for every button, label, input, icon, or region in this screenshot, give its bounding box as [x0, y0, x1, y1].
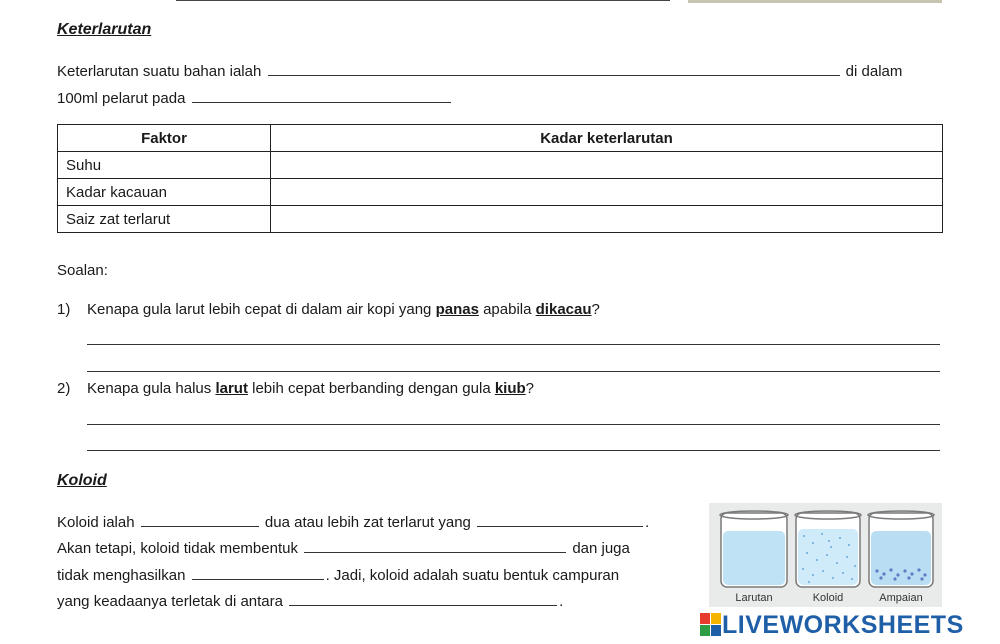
- label-koloid: Koloid: [812, 592, 844, 604]
- table-header-row: [58, 125, 943, 152]
- answer-blank[interactable]: [268, 61, 840, 76]
- question-text: apabila: [478, 301, 536, 318]
- definition-text: Keterlarutan suatu bahan ialah: [57, 63, 262, 80]
- table-row: [58, 152, 943, 179]
- definition-text-2: 100ml pelarut pada: [57, 90, 186, 107]
- solubility-table: [57, 124, 943, 233]
- question-text: Kenapa gula larut lebih cepat di dalam air kopi yang: [87, 301, 436, 318]
- koloid-text: tidak menghasilkan: [57, 567, 186, 584]
- section-heading-koloid: Koloid: [57, 472, 107, 489]
- koloid-text: dan juga: [572, 540, 630, 557]
- answer-blank[interactable]: [141, 512, 259, 527]
- lw-logo-icon: [700, 612, 722, 638]
- answer-line[interactable]: [87, 371, 940, 372]
- keyword: dikacau: [535, 301, 592, 318]
- row-label: Kadar kacauan: [58, 179, 271, 206]
- beaker-ampaian: [868, 511, 934, 587]
- koloid-text: .: [645, 514, 650, 531]
- koloid-line-2: [57, 538, 630, 557]
- label-larutan: Larutan: [735, 592, 773, 604]
- answer-blank[interactable]: [289, 591, 557, 606]
- label-ampaian: Ampaian: [879, 592, 923, 604]
- keyword: kiub: [494, 380, 526, 397]
- beaker-koloid: [795, 511, 861, 587]
- answer-blank[interactable]: [192, 565, 324, 580]
- koloid-text: .: [559, 593, 564, 610]
- answer-line[interactable]: [87, 450, 940, 451]
- row-label: Suhu: [58, 152, 271, 179]
- question-1: [57, 301, 600, 318]
- section-heading-keterlarutan: Keterlarutan: [57, 21, 152, 38]
- koloid-line-1: [57, 512, 649, 531]
- table-row: [58, 206, 943, 233]
- top-divider: [176, 0, 670, 1]
- question-text: ?: [591, 301, 600, 318]
- keyword: panas: [435, 301, 479, 318]
- answer-cell[interactable]: [271, 206, 943, 233]
- koloid-text: yang keadaanya terletak di antara: [57, 593, 283, 610]
- row-label: Saiz zat terlarut: [58, 206, 271, 233]
- brand-name: LIVEWORKSHEETS: [722, 610, 964, 639]
- answer-blank[interactable]: [304, 538, 566, 553]
- koloid-line-4: [57, 591, 563, 610]
- definition-line-1: [57, 61, 902, 80]
- col-header-kadar: Kadar keterlarutan: [271, 125, 943, 152]
- liveworksheets-logo: [700, 610, 964, 640]
- koloid-text: Akan tetapi, koloid tidak membentuk: [57, 540, 298, 557]
- definition-line-2: [57, 88, 453, 107]
- definition-end: di dalam: [845, 63, 903, 80]
- question-text: Kenapa gula halus: [87, 380, 216, 397]
- mixture-illustration: [709, 503, 942, 607]
- answer-line[interactable]: [87, 344, 940, 345]
- question-text: ?: [525, 380, 535, 397]
- answer-cell[interactable]: [271, 179, 943, 206]
- koloid-text: . Jadi, koloid adalah suatu bentuk campuran: [325, 567, 620, 584]
- answer-line[interactable]: [87, 424, 940, 425]
- keyword: larut: [215, 380, 248, 397]
- question-number: 2): [57, 380, 71, 397]
- koloid-line-3: [57, 565, 619, 584]
- answer-blank[interactable]: [192, 88, 451, 103]
- koloid-text: dua atau lebih zat terlarut yang: [264, 514, 471, 531]
- koloid-text: Koloid ialah: [57, 514, 135, 531]
- col-header-faktor: Faktor: [58, 125, 271, 152]
- question-2: [57, 380, 534, 397]
- beaker-larutan: [720, 511, 788, 587]
- answer-cell[interactable]: [271, 152, 943, 179]
- questions-label: Soalan:: [57, 262, 108, 279]
- beakers-svg: [709, 503, 942, 607]
- top-image-fragment: [688, 0, 942, 3]
- question-text: lebih cepat berbanding dengan gula: [247, 380, 495, 397]
- question-number: 1): [57, 301, 71, 318]
- table-row: [58, 179, 943, 206]
- answer-blank[interactable]: [477, 512, 643, 527]
